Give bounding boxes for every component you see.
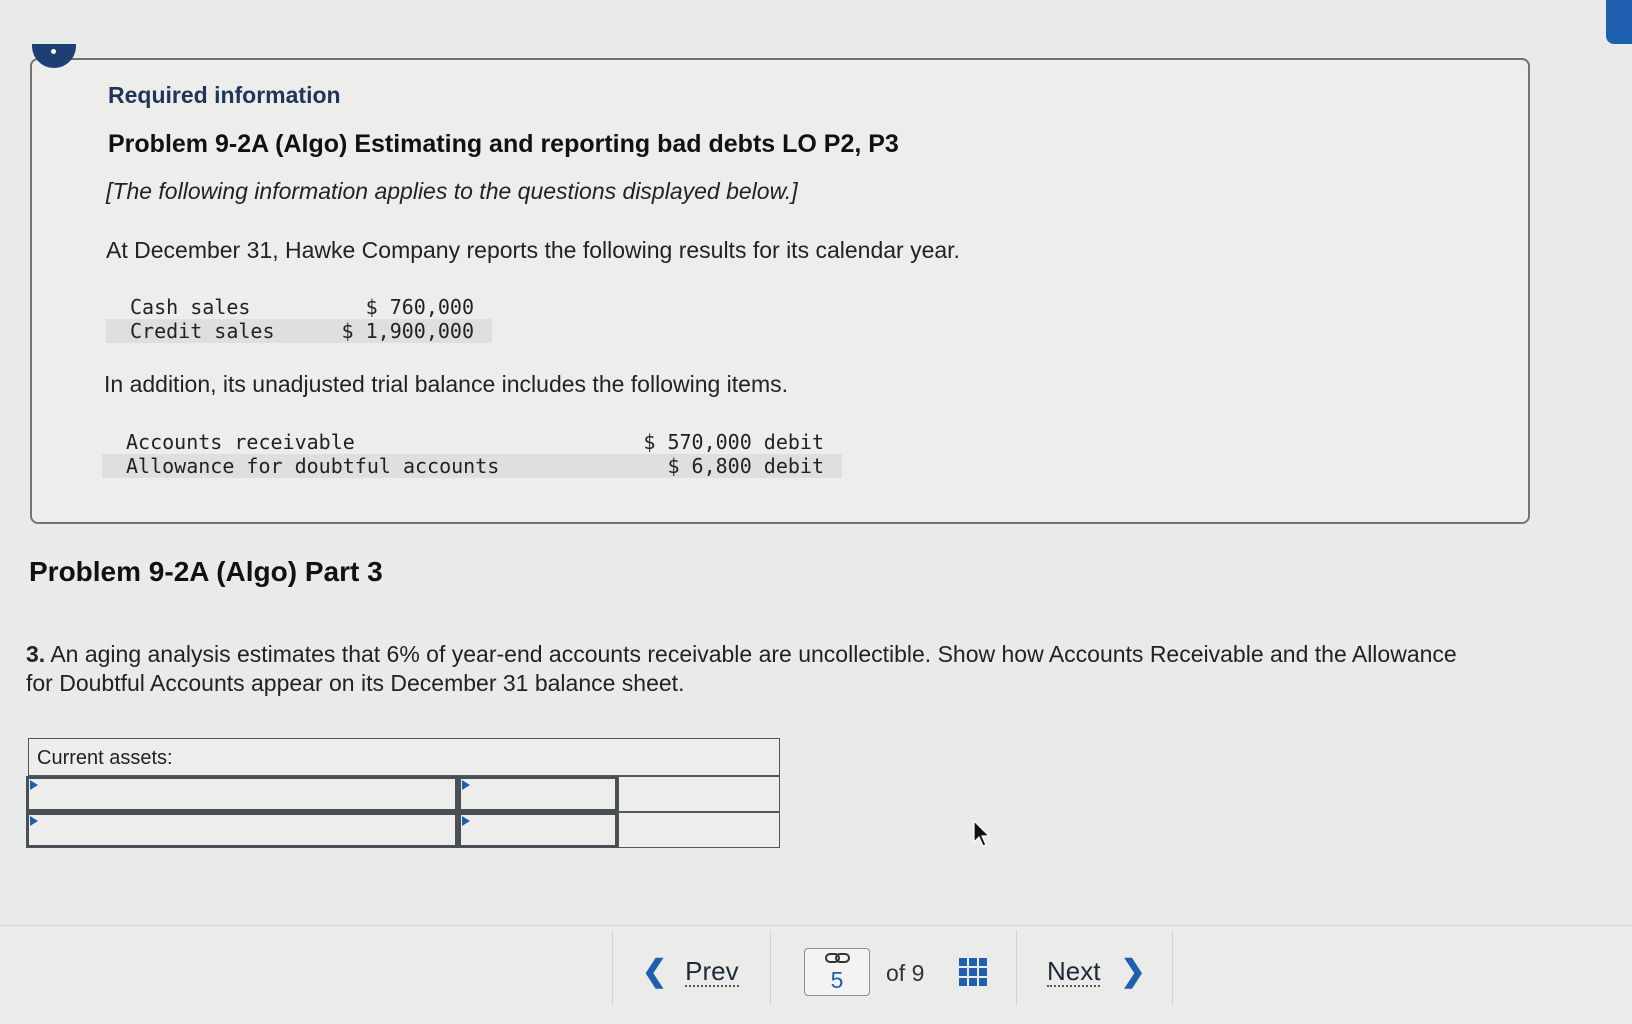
next-label: Next <box>1047 955 1101 986</box>
balance-sheet-row <box>26 776 780 812</box>
dropdown-indicator-icon <box>30 780 38 790</box>
page-total: of 9 <box>886 960 925 986</box>
balance-sheet-header <box>28 738 780 776</box>
prev-label: Prev <box>685 955 739 986</box>
dropdown-indicator-icon <box>30 816 38 826</box>
footer-divider <box>1172 930 1173 1005</box>
sales-row-value: $ 1,900,000 <box>341 319 474 343</box>
footer-divider <box>770 930 771 1005</box>
part-title: Problem 9-2A (Algo) Part 3 <box>29 556 383 587</box>
amount-cell[interactable] <box>458 812 618 848</box>
sales-row-label: Cash sales <box>130 295 251 319</box>
footer-divider <box>612 930 613 1005</box>
current-assets-label: Current assets: <box>37 747 173 769</box>
sales-row <box>106 319 492 343</box>
total-cell <box>618 776 780 812</box>
account-name-select[interactable] <box>26 812 458 848</box>
account-name-select[interactable] <box>26 776 458 812</box>
chevron-left-icon: ❮ <box>642 955 668 988</box>
footer-divider <box>1016 930 1017 1005</box>
balance-sheet-table <box>26 738 780 850</box>
trial-balance-label: Accounts receivable <box>126 430 355 454</box>
current-page-number: 5 <box>830 967 844 993</box>
trial-balance-value: $ 570,000 debit <box>643 430 824 454</box>
page-number-box[interactable] <box>804 948 870 996</box>
total-cell <box>618 812 780 848</box>
question-text <box>26 640 1486 698</box>
trial-balance-value: $ 6,800 debit <box>667 454 824 478</box>
trial-balance-table <box>102 430 842 478</box>
required-information-label: Required information <box>108 82 341 108</box>
trial-balance-row <box>102 430 842 454</box>
sales-row-label: Credit sales <box>130 319 275 343</box>
sales-row <box>106 295 492 319</box>
chevron-right-icon: ❯ <box>1120 955 1146 988</box>
account-name-input[interactable] <box>29 815 455 845</box>
amount-input[interactable] <box>461 779 615 809</box>
amount-cell[interactable] <box>458 776 618 812</box>
grid-icon[interactable] <box>959 958 987 986</box>
account-name-input[interactable] <box>29 779 455 809</box>
dropdown-indicator-icon <box>462 780 470 790</box>
trial-balance-label: Allowance for doubtful accounts <box>126 454 500 478</box>
trial-balance-row <box>102 454 842 478</box>
amount-input[interactable] <box>461 815 615 845</box>
sales-table <box>106 295 492 343</box>
applies-note: [The following information applies to the questions displayed below.] <box>106 178 798 204</box>
link-icon <box>825 951 851 965</box>
problem-title: Problem 9-2A (Algo) Estimating and reporting bad debts LO P2, P3 <box>108 130 899 158</box>
question-body: An aging analysis estimates that 6% of year-end accounts receivable are uncollectible. Show how Accounts Receivable and the Allowance for Doubtful Accounts appear on its December 31 balance sheet. <box>26 641 1457 696</box>
dropdown-indicator-icon <box>462 816 470 826</box>
sales-row-value: $ 760,000 <box>365 295 474 319</box>
intro-text: At December 31, Hawke Company reports the following results for its calendar year. <box>106 237 960 263</box>
next-button[interactable] <box>1047 952 1146 992</box>
addition-text: In addition, its unadjusted trial balance includes the following items. <box>104 371 789 397</box>
corner-tab[interactable] <box>1606 0 1632 44</box>
question-number: 3. <box>26 641 46 667</box>
mouse-cursor-icon <box>972 820 992 848</box>
balance-sheet-row <box>26 812 780 848</box>
prev-button[interactable] <box>642 952 739 992</box>
